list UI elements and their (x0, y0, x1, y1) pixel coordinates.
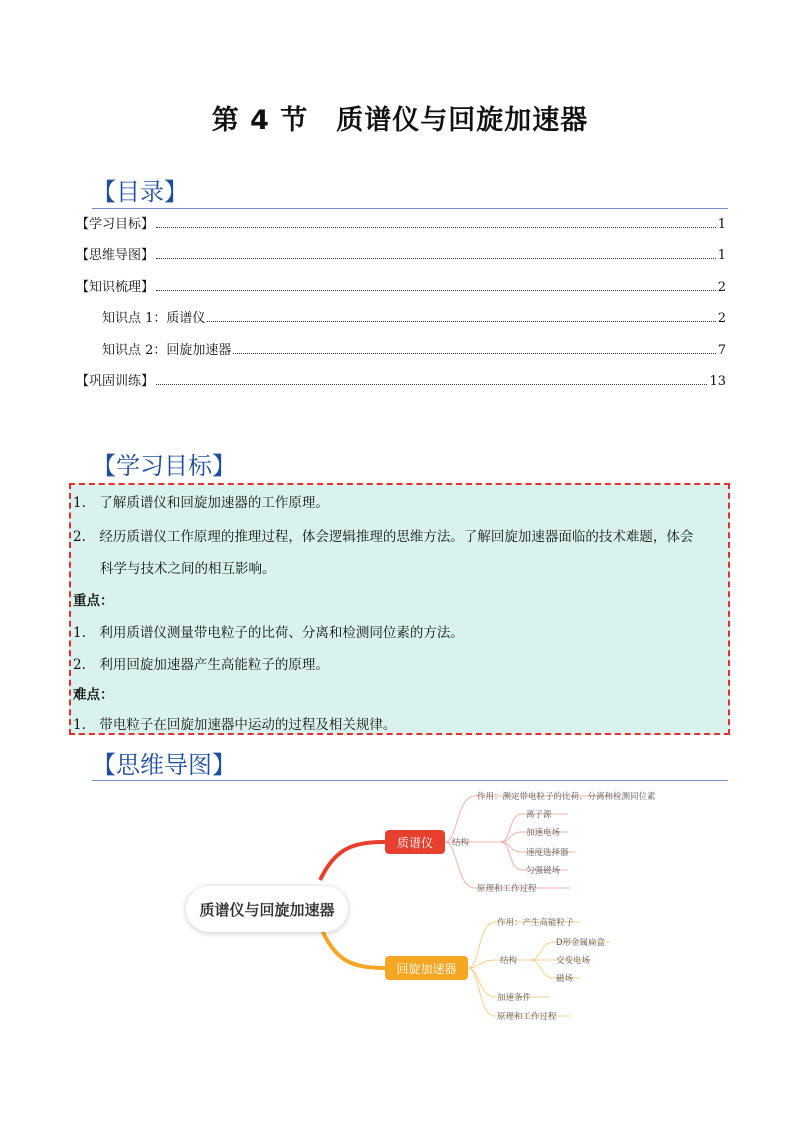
mind-map-leaf: 交变电场 (556, 956, 591, 966)
toc-entry[interactable] (76, 245, 726, 263)
toc-entry-page: 13 (709, 374, 726, 389)
toc-dots (156, 290, 716, 291)
toc-entry-page: 1 (717, 217, 726, 232)
difficult-points-label: 难点： (73, 687, 114, 703)
goal-item: 1. 了解质谱仪和回旋加速器的工作原理。 (73, 495, 329, 511)
toc-dots (156, 258, 716, 259)
toc-entry[interactable] (76, 277, 726, 295)
mind-map-leaf: 离子源 (526, 810, 552, 820)
mind-map-leaf: 作用：产生高能粒子 (497, 918, 574, 928)
toc-dots (207, 321, 715, 322)
page-title: 第 4 节 质谱仪与回旋加速器 (211, 105, 589, 136)
goals-box (69, 483, 730, 735)
toc-dots (233, 353, 715, 354)
toc-entry-label: 知识点 1：质谱仪 (102, 311, 206, 326)
branch-mass-spectrometer: 质谱仪 (385, 830, 445, 854)
mind-map-center-node: 质谱仪与回旋加速器 (186, 886, 348, 932)
toc-entry-page: 2 (717, 311, 726, 326)
toc-entry-page: 2 (717, 280, 726, 295)
mind-map (150, 780, 750, 1040)
toc-dots (156, 227, 716, 228)
difficult-point-item: 1. 带电粒子在回旋加速器中运动的过程及相关规律。 (73, 717, 397, 733)
toc-entry[interactable] (102, 340, 726, 358)
goal-item: 2. 经历质谱仪工作原理的推理过程，体会逻辑推理的思维方法。了解回旋加速器面临的技术难题，体会 (73, 529, 694, 545)
toc-entry[interactable] (76, 371, 726, 389)
mind-map-leaf: 作用：测定带电粒子的比荷、分离和检测同位素 (477, 792, 656, 802)
key-points-label: 重点： (73, 593, 114, 609)
toc-entry-label: 【学习目标】 (76, 217, 155, 232)
toc-entry-page: 7 (717, 343, 726, 358)
key-point-item: 2. 利用回旋加速器产生高能粒子的原理。 (73, 657, 329, 673)
mind-map-leaf: 磁场 (556, 974, 574, 984)
key-point-item: 1. 利用质谱仪测量带电粒子的比荷、分离和检测同位素的方法。 (73, 625, 464, 641)
mind-map-leaf: 原理和工作过程 (477, 884, 537, 894)
toc-dots (156, 384, 707, 385)
toc-heading: 【目录】 (92, 178, 188, 206)
goal-item: 科学与技术之间的相互影响。 (73, 561, 276, 577)
branch-cyclotron: 回旋加速器 (385, 956, 468, 980)
mind-map-leaf: 匀强磁场 (526, 866, 561, 876)
toc-entry-label: 【知识梳理】 (76, 280, 155, 295)
toc-entry[interactable] (76, 214, 726, 232)
toc-entry[interactable] (102, 308, 726, 326)
mind-map-leaf: 结构 (452, 838, 470, 848)
toc-entry-page: 1 (717, 248, 726, 263)
toc-entry-label: 【巩固训练】 (76, 374, 155, 389)
mind-map-leaf: 结构 (500, 956, 518, 966)
mindmap-heading: 【思维导图】 (92, 751, 236, 779)
toc-rule (92, 208, 728, 209)
toc-entry-label: 【思维导图】 (76, 248, 155, 263)
toc-entry-label: 知识点 2：回旋加速器 (102, 343, 232, 358)
mind-map-leaf: D形金属扁盒 (556, 938, 606, 948)
mind-map-leaf: 原理和工作过程 (497, 1012, 557, 1022)
goals-heading: 【学习目标】 (92, 452, 236, 480)
mind-map-leaf: 加速条件 (497, 993, 532, 1003)
mind-map-leaf: 加速电场 (526, 828, 561, 838)
mind-map-leaf: 速度选择器 (526, 848, 569, 858)
